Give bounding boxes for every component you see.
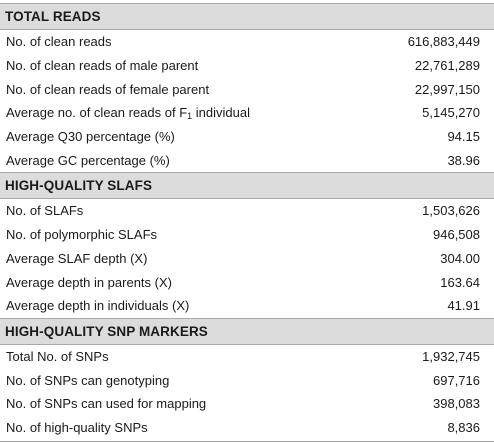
row-value: 946,508 (433, 227, 480, 243)
row-label: Average depth in parents (X) (6, 274, 172, 290)
row-label: No. of clean reads of male parent (6, 58, 199, 74)
row-label: No. of polymorphic SLAFs (6, 227, 158, 243)
section-header-high-quality-slafs (0, 172, 494, 199)
row-label: Average depth in individuals (X) (6, 298, 190, 314)
row-value: 163.64 (440, 274, 480, 290)
table-row (0, 392, 494, 416)
row-value: 304.00 (440, 250, 480, 266)
table-row (0, 101, 494, 125)
section-title: HIGH-QUALITY SLAFS (5, 178, 153, 194)
row-label: Total No. of SNPs (6, 348, 109, 364)
table-row (0, 125, 494, 149)
row-label-subscript: 1 (187, 110, 193, 121)
row-label: No. of SNPs can genotyping (6, 372, 170, 388)
row-value: 5,145,270 (422, 105, 480, 121)
section-title: TOTAL READS (5, 9, 101, 24)
table-row (0, 294, 494, 318)
row-value: 41.91 (447, 298, 480, 314)
row-value: 1,932,745 (422, 348, 480, 364)
row-label: No. of SNPs can used for mapping (6, 396, 207, 412)
row-label-text: Average no. of clean reads of F (6, 104, 188, 120)
row-value: 22,761,289 (414, 58, 480, 74)
row-label (6, 105, 250, 121)
table-row (0, 77, 494, 101)
section-header-total-reads (0, 3, 494, 30)
table-row (0, 368, 494, 392)
row-label: No. of high-quality SNPs (6, 419, 148, 435)
section-header-high-quality-snp-markers (0, 318, 494, 345)
row-label: No. of clean reads of female parent (6, 81, 210, 97)
table-row (0, 30, 494, 54)
table-row (0, 416, 494, 440)
row-value: 1,503,626 (422, 203, 480, 219)
row-value: 94.15 (447, 129, 480, 145)
row-value: 697,716 (433, 372, 480, 388)
row-value: 398,083 (433, 396, 480, 412)
row-value: 22,997,150 (414, 81, 480, 97)
row-value: 616,883,449 (407, 34, 480, 50)
table-row (0, 223, 494, 247)
row-value: 8,836 (447, 419, 480, 435)
table-row (0, 345, 494, 369)
row-label: Average SLAF depth (X) (6, 250, 148, 266)
row-label: No. of clean reads (6, 34, 112, 50)
section-title: HIGH-QUALITY SNP MARKERS (5, 323, 208, 339)
row-label: No. of SLAFs (6, 203, 84, 219)
row-label: Average Q30 percentage (%) (6, 129, 175, 145)
row-value: 38.96 (447, 152, 480, 168)
row-label-text-end: individual (192, 104, 250, 120)
table-row (0, 247, 494, 271)
table-row (0, 199, 494, 223)
table-row (0, 54, 494, 78)
row-label: Average GC percentage (%) (6, 152, 170, 168)
table-row (0, 270, 494, 294)
table-row (0, 148, 494, 172)
